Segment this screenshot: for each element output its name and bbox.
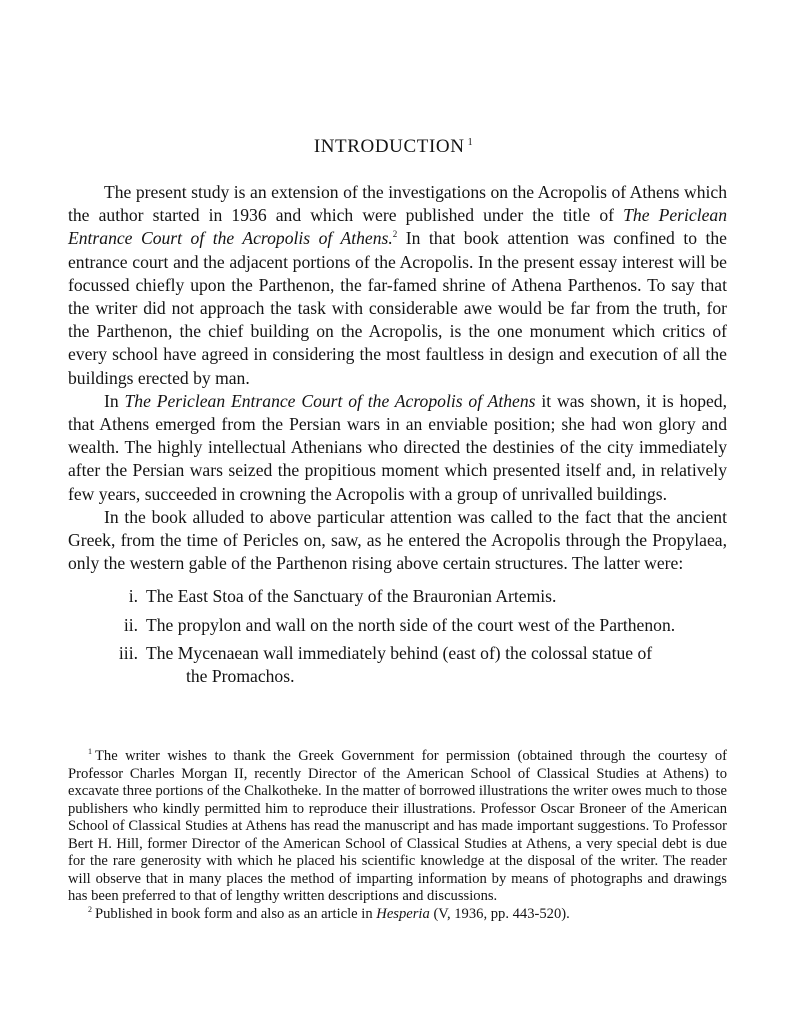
page-title [0,136,787,158]
list-item [68,642,727,688]
structures-list [68,585,727,688]
list-item [68,585,727,608]
footnote-2-text-b: (V, 1936, pp. 443-520). [429,905,570,922]
journal-title-italic: Hesperia [376,905,430,922]
paragraph-1 [68,181,727,390]
footnote-2-number: 2 [88,904,92,914]
list-item-text: The Mycenaean wall immediately behind (east of) the colossal statue of [146,642,653,663]
paragraph-2 [68,390,727,506]
book-title-italic-2: The Periclean Entrance Court of the Acropolis of Athens [124,390,536,411]
footnote-1 [68,748,727,906]
footnote-ref-1: 1 [467,136,474,148]
title-text: INTRODUCTION [313,136,465,157]
footnote-2-text-a: Published in book form and also as an article in [95,905,377,922]
paragraph-2-text-b: it was shown, it is hoped, that Athens emerged from the Persian wars in an enviable position; she had won glory and wealth. The highly intellectual Athenians who directed the destinies of the city immediately after the Persian wars seized the propitious moment which presented itself and, in relatively few years, succeeded in crowning the Acropolis with a group of unrivalled buildings. [68,390,727,504]
list-item [68,614,727,637]
paragraph-3: In the book alluded to above particular attention was called to the fact that the ancient Greek, from the time of Pericles on, saw, as he entered the Acropolis through the Propylaea, only the western gable of the Parthenon rising above certain structures. The latter were: [68,506,727,574]
list-item-text: The East Stoa of the Sanctuary of the Brauronian Artemis. [146,586,557,607]
footnotes [68,748,727,923]
footnote-1-text: The writer wishes to thank the Greek Government for permission (obtained through the courtesy of Professor Charles Morgan II, recently Director of the American School of Classical Studies at Athens) to excavate three portions of the Chalkotheke. In the matter of borrowed illustrations the writer owes much to those publishers who kindly permitted him to reproduce their illustrations. Professor Oscar Broneer of the American School of Classical Studies at Athens has read the manuscript and has made important suggestions. To Professor Bert H. Hill, former Director of the American School of Classical Studies at Athens, a very special debt is due for the rare generosity with which he placed his scientific knowledge at the disposal of the writer. The reader will observe that in many places the method of imparting information by means of photographs and drawings has been preferred to that of lengthy written descriptions and discussions. [68,748,727,904]
list-item-continuation: the Promachos. [186,666,295,687]
list-item-number: ii. [123,614,138,635]
footnote-2 [68,906,727,924]
body-text [68,181,727,693]
footnote-ref-2: 2 [392,229,398,240]
list-item-number: i. [128,586,138,607]
list-item-text: The propylon and wall on the north side of the court west of the Parthenon. [146,614,676,635]
paragraph-1-text-a: The present study is an extension of the investigations on the Acropolis of Athens which the author started in 1936 and which were published under the title of [68,182,727,226]
footnote-1-number: 1 [88,747,92,757]
paragraph-2-text-a: In [104,390,125,411]
book-title-italic: The Periclean Entrance Court of the Acropolis of Athens. [68,205,727,249]
list-item-number: iii. [118,642,138,663]
paragraph-1-text-b: In that book attention was confined to the entrance court and the adjacent portions of the Acropolis. In the present essay interest will be focussed chiefly upon the Parthenon, the far-famed shrine of Athena Parthenos. To say that the writer did not approach the task with considerable awe would be far from the truth, for the Parthenon, the chief building on the Acropolis, is the one monument which critics of every school have agreed in considering the most faultless in design and execution of all the buildings erected by man. [68,228,727,388]
list-item-body [146,642,727,688]
